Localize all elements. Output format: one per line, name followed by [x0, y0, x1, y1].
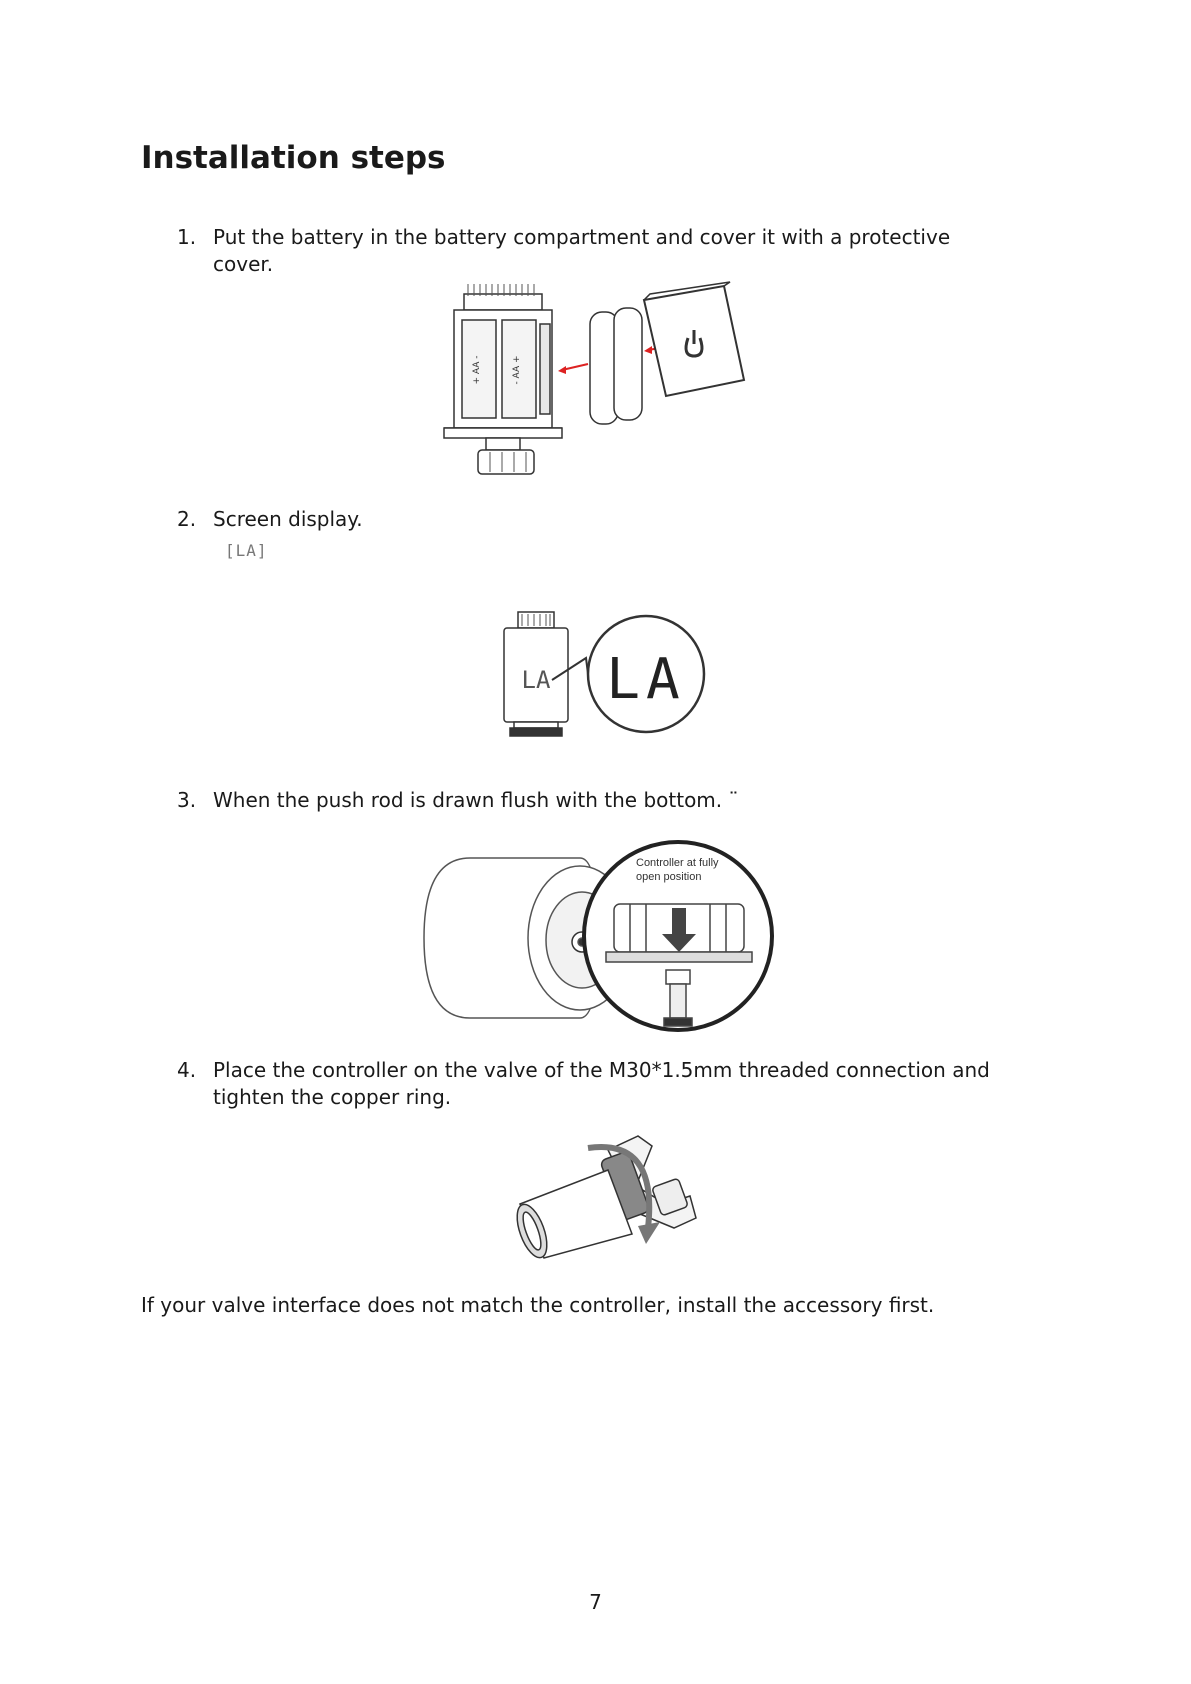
battery-label-right: - AA + — [512, 355, 522, 385]
step-text: Screen display. — [213, 507, 363, 531]
step-text: Place the controller on the valve of the M30*1.5mm threaded connection and tighten the copper ring. — [213, 1058, 990, 1109]
lcd-large-text: LA — [606, 647, 686, 712]
accessory-note: If your valve interface does not match the controller, install the accessory first. — [141, 1293, 935, 1317]
step-text: Put the battery in the battery compartment and cover it with a protective cover. — [213, 225, 951, 276]
lcd-display-figure — [500, 610, 710, 740]
battery-installation-figure — [440, 280, 750, 480]
step-number: 3. — [177, 788, 197, 812]
screen-display-code: [LA] — [225, 541, 268, 560]
callout-text-line-1: Controller at fully — [636, 857, 719, 869]
push-rod-figure — [410, 838, 780, 1038]
page-title: Installation steps — [141, 140, 446, 176]
step-number: 1. — [177, 225, 197, 249]
battery-label-left: + AA - — [472, 355, 482, 385]
step-text: When the push rod is drawn flush with the bottom. ¨ — [213, 788, 739, 812]
page-number: 7 — [589, 1590, 602, 1614]
step-number: 2. — [177, 507, 197, 531]
valve-mounting-figure — [498, 1130, 708, 1265]
step-number: 4. — [177, 1058, 197, 1082]
lcd-small-text: LA — [521, 666, 551, 694]
callout-text-line-2: open position — [636, 871, 702, 883]
